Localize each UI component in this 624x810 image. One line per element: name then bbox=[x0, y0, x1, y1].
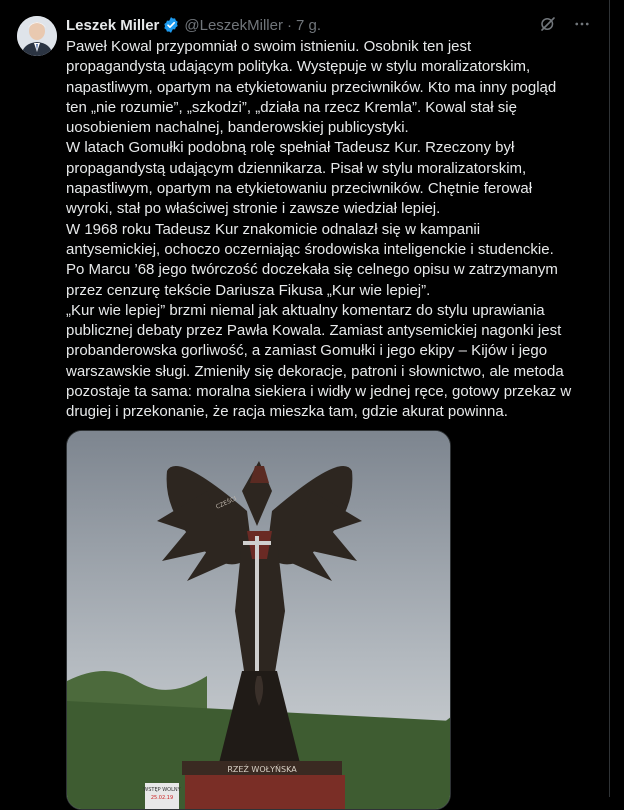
header-separator: · bbox=[286, 16, 292, 34]
tweet-text-line: W 1968 roku Tadeusz Kur znakomicie odnalazł się w kampanii bbox=[66, 220, 481, 238]
avatar-portrait-icon bbox=[17, 16, 57, 56]
tweet-header bbox=[66, 15, 321, 35]
tweet-text-line: probanderowska gorliwość, a zamiast Gomułki i jego ekipy – Kijów i jego bbox=[66, 342, 548, 360]
tweet-text-line: uosobieniem nachalnej, banderowskiej publicystyki. bbox=[66, 119, 409, 137]
info-sign-line1: WSTĘP WOLNY bbox=[143, 787, 181, 793]
tweet-text-line: napastliwym, opartym na etykietowaniu przeciwników. Chętnie ferował bbox=[66, 180, 533, 198]
grok-icon[interactable] bbox=[538, 14, 558, 34]
right-rail bbox=[612, 0, 624, 797]
tweet-text-line: przez cenzurę tekście Dariusza Fikusa „Kur wie lepiej”. bbox=[66, 281, 431, 299]
tweet-text-line: ten „nie rozumie”, „szkodzi”, „działa na rzecz Kremla”. Kowal stał się bbox=[66, 98, 517, 116]
tweet-text-line: W latach Gomułki podobną rolę spełniał Tadeusz Kur. Rzeczony był bbox=[66, 139, 515, 157]
tweet-text-line: napastliwym, opartym na etykietowaniu przeciwników. Kto ma inny pogląd bbox=[66, 78, 557, 96]
verified-badge-icon bbox=[162, 16, 180, 34]
tweet-media-photo[interactable] bbox=[66, 430, 451, 810]
tweet-text bbox=[66, 37, 606, 423]
tweet-text-line: Paweł Kowal przypomniał o swoim istnieniu. Osobnik ten jest bbox=[66, 38, 472, 55]
tweet-text-line: publicznej debaty przez Pawła Kowala. Zamiast antysemickiej nagonki jest bbox=[66, 322, 562, 340]
avatar[interactable] bbox=[17, 16, 57, 56]
tweet-text-line: „Kur wie lepiej” brzmi niemal jak aktualny komentarz do stylu uprawiania bbox=[66, 301, 545, 319]
author-handle[interactable]: @LeszekMiller bbox=[184, 16, 283, 34]
monument-photo bbox=[67, 431, 451, 810]
tweet-text-line: propagandystą udającym polityka. Występuje w stylu moralizatorskim, bbox=[66, 58, 531, 76]
tweet-text-line: wyroki, stał po właściwej stronie i zawsze wiedział lepiej. bbox=[66, 200, 441, 218]
tweet-text-line: drugiej i przekonanie, że racja mieszka tam, gdzie akurat powinna. bbox=[66, 403, 508, 421]
tweet-text-line: propagandystą udającym dziennikarza. Pisał w stylu moralizatorskim, bbox=[66, 159, 527, 177]
plaque-text: RZEŹ WOŁYŃSKA bbox=[227, 765, 297, 774]
wing-inscription: CZEŚCI bbox=[214, 495, 238, 511]
tweet-actions bbox=[538, 14, 592, 34]
tweet-text-line: pozostaje ta sama: moralna siekiera i widły w jednej ręce, gotowy przekaz w bbox=[66, 383, 572, 401]
tweet-text-line: Po Marcu ’68 jego twórczość doczekała się celnego opisu w zatrzymanym bbox=[66, 261, 558, 279]
tweet-text-line: antysemickiej, ochoczo oczerniając środowiska inteligenckie i studenckie. bbox=[66, 240, 554, 258]
author-name[interactable]: Leszek Miller bbox=[66, 16, 160, 34]
info-sign-line2: 25.02.19 bbox=[150, 795, 174, 801]
more-icon[interactable] bbox=[572, 14, 592, 34]
tweet-timestamp[interactable]: 7 g. bbox=[295, 16, 322, 34]
tweet-text-line: warszawskie sługi. Zmieniły się dekoracje, patroni i słownictwo, ale metoda bbox=[66, 362, 564, 380]
